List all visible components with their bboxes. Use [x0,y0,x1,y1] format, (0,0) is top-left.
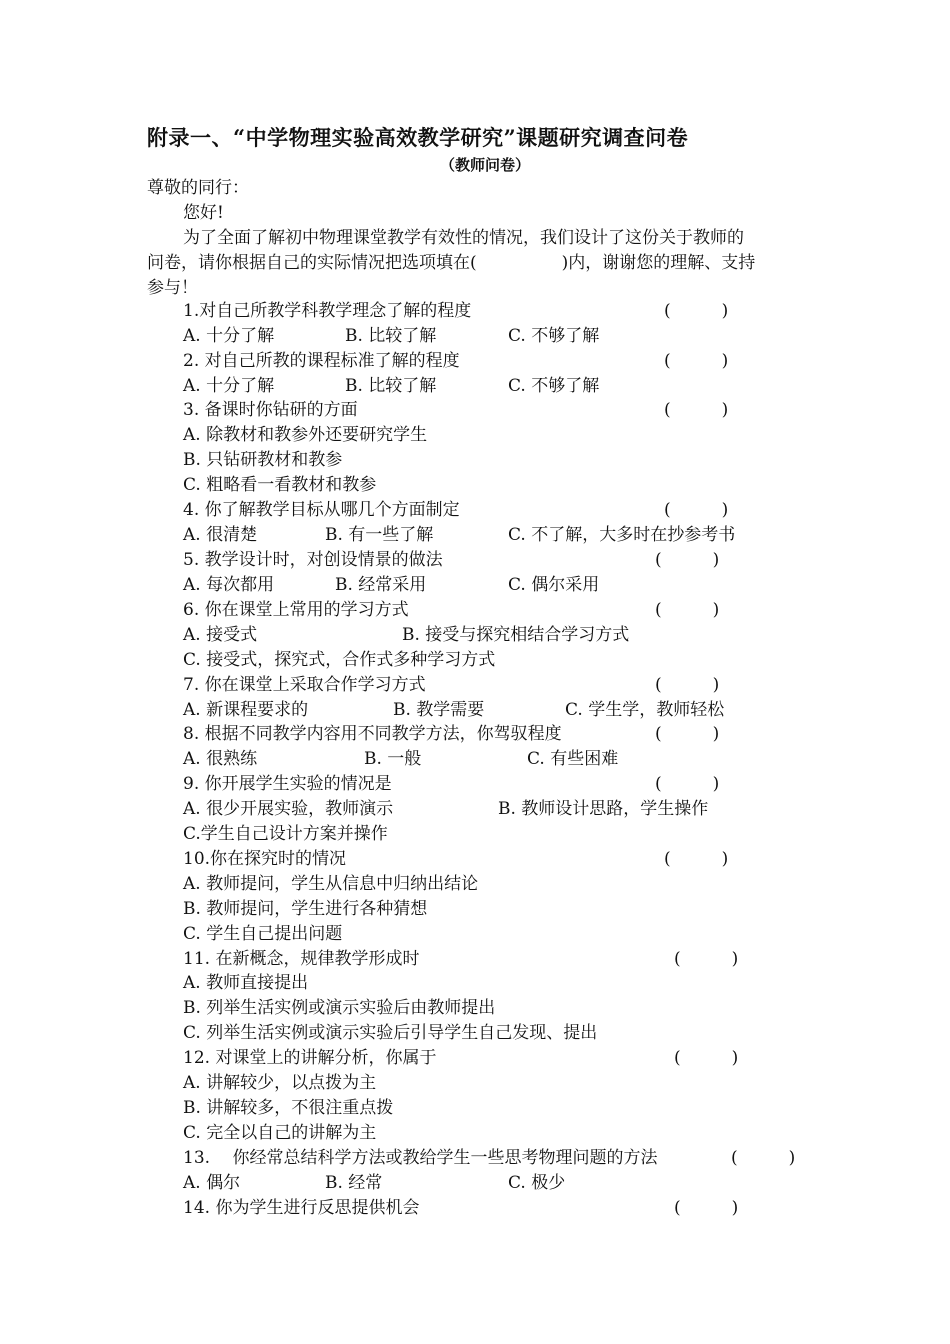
q1-option-b: B. 比较了解 [345,326,437,346]
answer-blank-7[interactable]: ( ) [655,675,720,695]
intro-line-1: 为了全面了解初中物理课堂教学有效性的情况，我们设计了这份关于教师的 [183,228,744,248]
question-7: 7. 你在课堂上采取合作学习方式 [183,675,426,695]
answer-blank-8[interactable]: ( ) [655,724,720,744]
question-9: 9. 你开展学生实验的情况是 [183,774,392,794]
question-8: 8. 根据不同教学内容用不同教学方法，你驾驭程度 [183,724,562,744]
q9-option-c: C.学生自己设计方案并操作 [183,824,388,844]
question-13: 13. 你经常总结科学方法或教给学生一些思考物理问题的方法 [183,1148,658,1168]
answer-blank-10[interactable]: ( ) [664,849,729,869]
answer-blank-12[interactable]: ( ) [674,1048,739,1068]
answer-blank-4[interactable]: ( ) [664,500,729,520]
q5-option-c: C. 偶尔采用 [508,575,600,595]
q13-option-b: B. 经常 [325,1173,383,1193]
answer-blank-5[interactable]: ( ) [655,550,720,570]
answer-blank-6[interactable]: ( ) [655,600,720,620]
q8-option-c: C. 有些困难 [527,749,619,769]
q2-option-b: B. 比较了解 [345,376,437,396]
q6-option-c: C. 接受式，探究式，合作式多种学习方式 [183,650,496,670]
q4-option-b: B. 有一些了解 [325,525,434,545]
answer-blank-13[interactable]: ( ) [731,1148,796,1168]
document-subtitle: （教师问卷） [440,156,531,174]
question-11: 11. 在新概念，规律教学形成时 [183,949,420,969]
q7-option-c: C. 学生学，教师轻松 [565,700,725,720]
q13-option-c: C. 极少 [508,1173,566,1193]
q1-option-c: C. 不够了解 [508,326,600,346]
q12-option-c: C. 完全以自己的讲解为主 [183,1123,377,1143]
q2-option-a: A. 十分了解 [183,376,275,396]
q13-option-a: A. 偶尔 [183,1173,241,1193]
question-3: 3. 备课时你钻研的方面 [183,400,358,420]
question-5: 5. 教学设计时，对创设情景的做法 [183,550,443,570]
greeting: 您好! [183,203,224,223]
q10-option-c: C. 学生自己提出问题 [183,924,343,944]
q4-option-c: C. 不了解，大多时在抄参考书 [508,525,736,545]
q7-option-a: A. 新课程要求的 [183,700,309,720]
q3-option-b: B. 只钻研教材和教参 [183,450,343,470]
q5-option-b: B. 经常采用 [335,575,427,595]
q8-option-a: A. 很熟练 [183,749,258,769]
q11-option-b: B. 列举生活实例或演示实验后由教师提出 [183,998,496,1018]
q12-option-b: B. 讲解较多，不很注重点拨 [183,1098,394,1118]
q6-option-b: B. 接受与探究相结合学习方式 [402,625,630,645]
question-4: 4. 你了解教学目标从哪几个方面制定 [183,500,460,520]
question-12: 12. 对课堂上的讲解分析，你属于 [183,1048,437,1068]
answer-blank-1[interactable]: ( ) [664,301,729,321]
salutation: 尊敬的同行： [147,178,249,198]
document-title: 附录一、“中学物理实验高效教学研究”课题研究调查问卷 [147,125,689,150]
q9-option-b: B. 教师设计思路，学生操作 [498,799,709,819]
question-2: 2. 对自己所教的课程标准了解的程度 [183,351,460,371]
question-6: 6. 你在课堂上常用的学习方式 [183,600,409,620]
question-1: 1.对自己所教学科教学理念了解的程度 [183,301,472,321]
q11-option-a: A. 教师直接提出 [183,973,309,993]
q9-option-a: A. 很少开展实验，教师演示 [183,799,394,819]
q12-option-a: A. 讲解较少，以点拨为主 [183,1073,377,1093]
question-14: 14. 你为学生进行反思提供机会 [183,1198,420,1218]
answer-blank-2[interactable]: ( ) [664,351,729,371]
q11-option-c: C. 列举生活实例或演示实验后引导学生自己发现、提出 [183,1023,598,1043]
q3-option-a: A. 除教材和教参外还要研究学生 [183,425,428,445]
answer-blank-3[interactable]: ( ) [664,400,729,420]
question-10: 10.你在探究时的情况 [183,849,347,869]
q5-option-a: A. 每次都用 [183,575,275,595]
answer-blank-9[interactable]: ( ) [655,774,720,794]
q2-option-c: C. 不够了解 [508,376,600,396]
q3-option-c: C. 粗略看一看教材和教参 [183,475,377,495]
q10-option-b: B. 教师提问，学生进行各种猜想 [183,899,428,919]
answer-blank-14[interactable]: ( ) [674,1198,739,1218]
q1-option-a: A. 十分了解 [183,326,275,346]
q6-option-a: A. 接受式 [183,625,258,645]
answer-blank-11[interactable]: ( ) [674,949,739,969]
intro-line-3: 参与！ [147,278,198,298]
q10-option-a: A. 教师提问，学生从信息中归纳出结论 [183,874,479,894]
q4-option-a: A. 很清楚 [183,525,258,545]
q8-option-b: B. 一般 [364,749,422,769]
q7-option-b: B. 教学需要 [393,700,485,720]
intro-line-2: 问卷，请你根据自己的实际情况把选项填在( )内，谢谢您的理解、支持 [147,253,756,273]
